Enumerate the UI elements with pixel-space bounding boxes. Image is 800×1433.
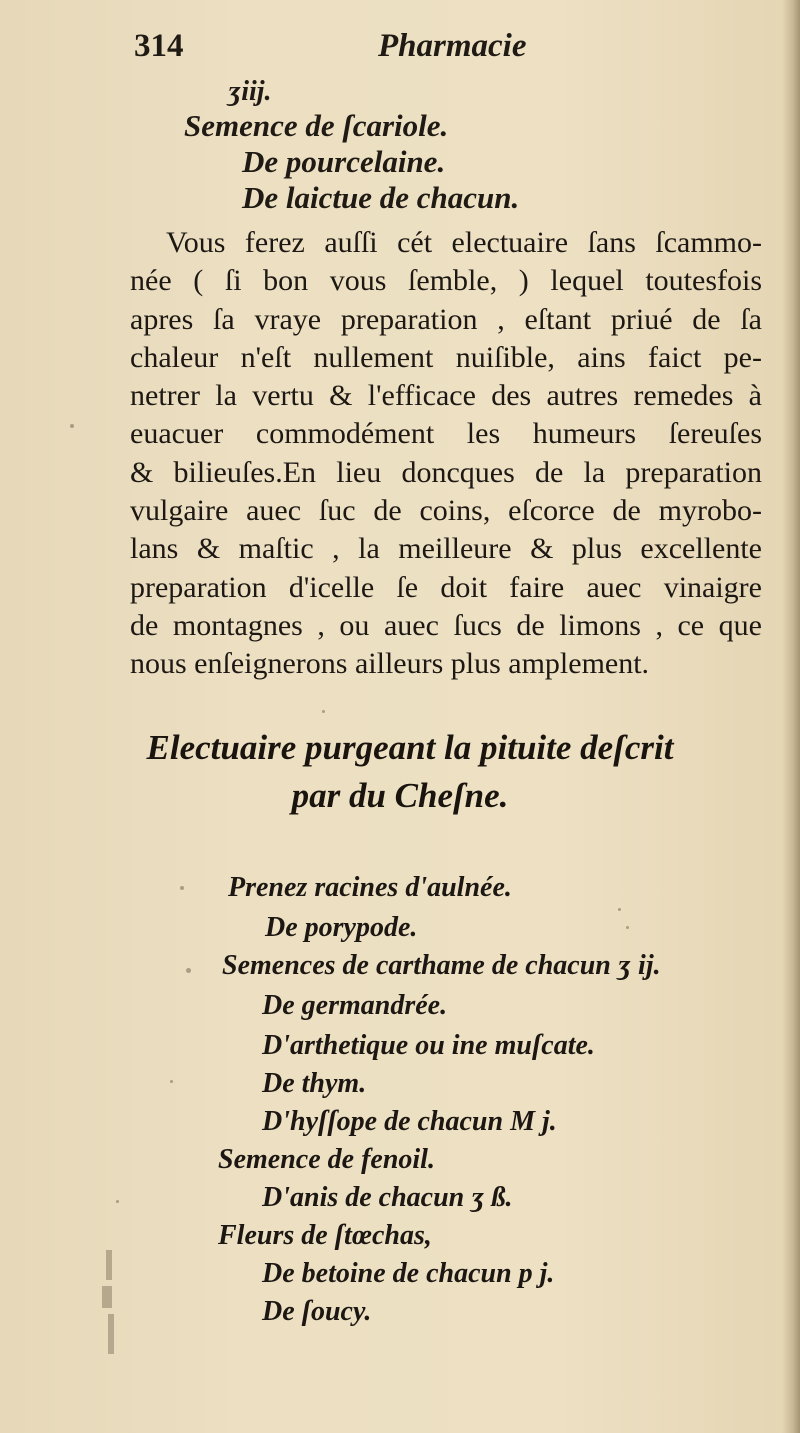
intro-line-dose: ʒiij. xyxy=(228,76,272,107)
page-edge-shadow xyxy=(782,0,800,1433)
body-line: de montagnes , ou auec ſucs de limons , ce que xyxy=(130,608,762,642)
body-line: née ( ſi bon vous ſemble, ) lequel toutesfois xyxy=(130,264,762,298)
recipe-line-germandree: De germandrée. xyxy=(262,990,448,1021)
recipe-line-fenoil: Semence de fenoil. xyxy=(218,1144,435,1175)
show-through-marks xyxy=(96,1250,126,1370)
body-line: & bilieuſes.En lieu doncques de la preparation xyxy=(130,455,762,489)
body-line: netrer la vertu & l'efficace des autres remedes à xyxy=(130,379,762,413)
body-line: vulgaire auec ſuc de coins, eſcorce de myrobo- xyxy=(130,494,762,528)
body-line: preparation d'icelle ſe doit faire auec vinaigre xyxy=(130,570,762,604)
intro-line-laictue: De laictue de chacun. xyxy=(242,180,520,215)
section-title-line-1: Electuaire purgeant la pituite deſcrit xyxy=(146,728,674,767)
section-title-line-2: par du Cheſne. xyxy=(291,776,509,815)
body-line: lans & maſtic , la meilleure & plus excellente xyxy=(130,532,762,566)
body-line: Vous ferez auſſi cét electuaire ſans ſcammo- xyxy=(166,226,762,259)
recipe-line-stoechas: Fleurs de ſtœchas, xyxy=(218,1220,432,1251)
running-title: Pharmacie xyxy=(378,28,527,64)
recipe-line-anis: D'anis de chacun ʒ ß. xyxy=(262,1182,513,1213)
recipe-line-carthame: Semences de carthame de chacun ʒ ij. xyxy=(222,950,661,981)
intro-line-pourcelaine: De pourcelaine. xyxy=(242,144,446,179)
page-number: 314 xyxy=(134,28,184,64)
recipe-line-soucy: De ſoucy. xyxy=(262,1296,372,1327)
recipe-line-aulnee: Prenez racines d'aulnée. xyxy=(228,872,512,903)
recipe-line-thym: De thym. xyxy=(262,1068,367,1099)
body-line: apres ſa vraye preparation , eſtant priué de ſa xyxy=(130,302,762,336)
recipe-line-porypode: De porypode. xyxy=(265,912,418,943)
body-line: chaleur n'eſt nullement nuiſible, ains faict pe- xyxy=(130,340,762,374)
body-line: nous enſeignerons ailleurs plus amplement. xyxy=(130,647,650,681)
running-head xyxy=(0,28,800,78)
recipe-line-arthetique: D'arthetique ou ine muſcate. xyxy=(262,1030,595,1061)
recipe-line-betoine: De betoine de chacun p j. xyxy=(262,1258,555,1289)
body-paragraph xyxy=(130,224,762,684)
recipe-line-hyssope: D'hyſſope de chacun M j. xyxy=(262,1106,557,1137)
body-line: euacuer commodément les humeurs ſereuſes xyxy=(130,417,762,451)
intro-line-scariole: Semence de ſcariole. xyxy=(184,108,449,143)
